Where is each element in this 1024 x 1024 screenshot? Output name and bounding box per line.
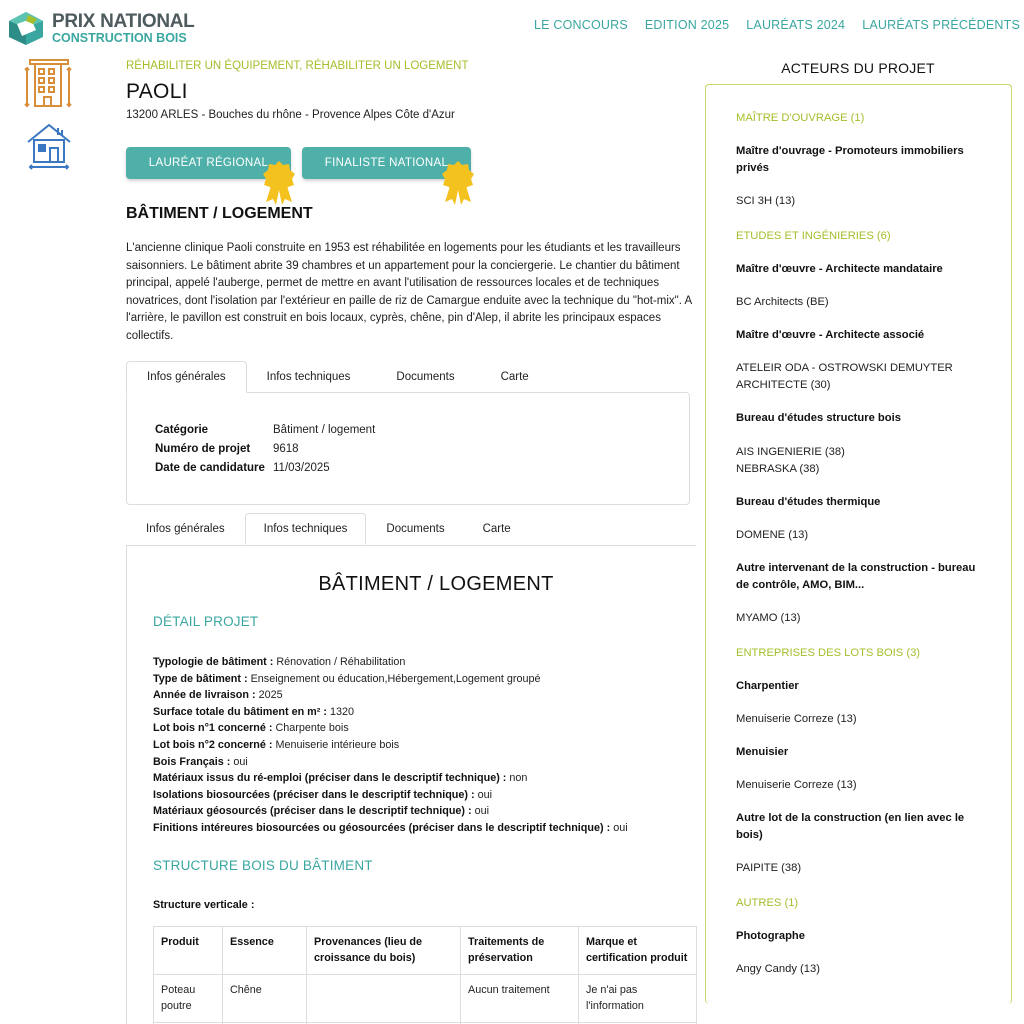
table-cell: Chêne (223, 975, 307, 1023)
structure-heading: STRUCTURE BOIS DU BÂTIMENT (153, 858, 373, 873)
table-cell: Aucun traitement (461, 975, 579, 1023)
actor-role: Autre intervenant de la construction - bureau de contrôle, AMO, BIM... (736, 562, 976, 591)
finaliste-national-badge: FINALISTE NATIONAL (302, 147, 471, 179)
actor-role: Maître d'ouvrage - Promoteurs immobiliers privés (736, 145, 964, 174)
actor-name: ATELEIR ODA - OSTROWSKI DEMUYTER ARCHITECTE (30) (736, 362, 953, 391)
detail-row: Bois Français : oui (153, 755, 248, 768)
detail-row: Lot bois n°2 concerné : Menuiserie intérieure bois (153, 738, 400, 751)
table-header: Essence (223, 927, 307, 975)
project-description: L'ancienne clinique Paoli construite en 1953 est réhabilitée en logements pour les étudiants et les travailleurs saisonniers. Le bâtiment abrite 39 chambres et un appartement pour la conciergerie. Le chantier du bâtiment principal, appelé l'auberge, permet de mettre en avant l'utilisation de ressources locales et de techniques novatrices, dont l'isolation par l'extérieur en paille de riz de Camargue enduite avec la technique du "hot-mix". A l'arrière, le pavillon est construit en bois locaux, cyprès, chêne, pin d'Alep, il abrite les principaux espaces collectifs. (126, 242, 692, 342)
tab-documents[interactable]: Documents (396, 371, 455, 383)
tabs-top (126, 361, 549, 393)
info-value: 9618 (273, 443, 299, 455)
detail-row: Typologie de bâtiment : Rénovation / Réhabilitation (153, 656, 406, 668)
logo-icon (6, 10, 46, 46)
actor-group-heading: ENTREPRISES DES LOTS BOIS (3) (736, 647, 921, 659)
tabs-bottom (126, 513, 529, 545)
actor-name: Menuiserie Correze (13) (736, 713, 857, 725)
actor-name: NEBRASKA (38) (736, 463, 820, 475)
detail-row: Lot bois n°1 concerné : Charpente bois (153, 722, 349, 735)
info-value: 11/03/2025 (273, 462, 330, 474)
medal-icon (262, 160, 296, 211)
logo-subtitle: CONSTRUCTION BOIS (52, 30, 187, 45)
tab-infos-generales[interactable]: Infos générales (126, 361, 247, 393)
general-info-panel (126, 392, 690, 505)
technical-title: BÂTIMENT / LOGEMENT (318, 573, 554, 595)
actor-name: DOMENE (13) (736, 529, 809, 541)
tab-carte[interactable]: Carte (500, 371, 529, 383)
actor-name: MYAMO (13) (736, 612, 801, 624)
detail-row: Finitions intéreures biosourcées ou géosourcées (préciser dans le descriptif technique) : oui (153, 821, 628, 834)
info-row-categorie (155, 424, 375, 436)
actor-name: SCI 3H (13) (736, 195, 796, 207)
nav-laureats-2024[interactable]: LAURÉATS 2024 (746, 18, 846, 32)
info-row-numero (155, 443, 299, 455)
actor-group-heading: MAÎTRE D'OUVRAGE (1) (736, 112, 865, 124)
nav-edition-2025[interactable]: EDITION 2025 (644, 18, 730, 32)
info-row-date (155, 462, 330, 474)
actor-name: AIS INGENIERIE (38) (736, 446, 845, 458)
detail-list (153, 654, 628, 837)
detail-row: Type de bâtiment : Enseignement ou éducation,Hébergement,Logement groupé (153, 672, 541, 685)
main-nav (534, 18, 1020, 32)
actor-name: BC Architects (BE) (736, 296, 829, 308)
table-cell: Je n'ai pas l'information (579, 975, 697, 1023)
medal-icon (441, 160, 475, 211)
actors-title: ACTEURS DU PROJET (781, 60, 935, 76)
nav-laureats-precedents[interactable]: LAURÉATS PRÉCÉDENTS (862, 18, 1020, 32)
table-header-row (154, 927, 697, 975)
table-header: Produit (154, 927, 223, 975)
project-location: 13200 ARLES - Bouches du rhône - Provence Alpes Côte d'Azur (126, 109, 455, 121)
building-equipment-icon (22, 56, 76, 115)
project-title: PAOLI (126, 80, 188, 103)
nav-le-concours[interactable]: LE CONCOURS (533, 18, 628, 32)
actor-role: Bureau d'études structure bois (736, 412, 901, 424)
table-header: Traitements de préservation (461, 927, 579, 975)
actor-role: Maître d'œuvre - Architecte associé (736, 329, 925, 341)
table-cell: Poteau poutre (154, 975, 223, 1023)
info-label: Catégorie (155, 424, 209, 436)
tab-infos-techniques[interactable]: Infos techniques (266, 371, 351, 383)
actor-name: Angy Candy (13) (736, 963, 820, 975)
logo-title: PRIX NATIONAL (52, 10, 195, 32)
detail-row: Matériaux géosourcés (préciser dans le descriptif technique) : oui (153, 805, 490, 818)
info-value: Bâtiment / logement (273, 424, 376, 436)
detail-row: Année de livraison : 2025 (153, 689, 283, 702)
table-cell (307, 975, 461, 1023)
actor-role: Menuisier (736, 746, 789, 758)
tab-documents[interactable]: Documents (386, 523, 445, 535)
actor-role: Photographe (736, 930, 805, 942)
tab-carte[interactable]: Carte (482, 523, 511, 535)
info-label: Numéro de projet (155, 443, 251, 455)
structure-label: Structure verticale : (153, 899, 255, 911)
table-header: Marque et certification produit (579, 927, 697, 975)
actor-name: Menuiserie Correze (13) (736, 779, 857, 791)
actor-group-heading: ETUDES ET INGÉNIERIES (6) (736, 230, 891, 242)
laureat-regional-badge: LAURÉAT RÉGIONAL (126, 147, 291, 179)
actor-group-heading: AUTRES (1) (736, 897, 799, 909)
project-category: RÉHABILITER UN ÉQUIPEMENT, RÉHABILITER UN LOGEMENT (126, 60, 469, 72)
actor-role: Bureau d'études thermique (736, 496, 881, 508)
info-label: Date de candidature (155, 462, 265, 474)
tab-infos-generales[interactable]: Infos générales (146, 523, 225, 535)
detail-row: Matériaux issus du ré-emploi (préciser dans le descriptif technique) : non (153, 772, 528, 785)
table-header: Provenances (lieu de croissance du bois) (307, 927, 461, 975)
actor-role: Charpentier (736, 680, 799, 692)
actor-role: Maître d'œuvre - Architecte mandataire (736, 263, 943, 275)
detail-row: Surface totale du bâtiment en m² : 1320 (153, 705, 355, 718)
actor-role: Autre lot de la construction (en lien avec le bois) (736, 812, 965, 841)
tab-infos-techniques[interactable]: Infos techniques (245, 513, 367, 545)
detail-row: Isolations biosourcées (préciser dans le descriptif technique) : oui (153, 788, 493, 801)
table-row (154, 975, 697, 1023)
actor-name: PAIPITE (38) (736, 862, 802, 874)
detail-heading: DÉTAIL PROJET (153, 614, 259, 629)
site-logo[interactable] (6, 8, 206, 48)
wood-structure-table (153, 926, 697, 1024)
house-renovation-icon (22, 118, 76, 177)
section-title: BÂTIMENT / LOGEMENT (126, 205, 313, 222)
